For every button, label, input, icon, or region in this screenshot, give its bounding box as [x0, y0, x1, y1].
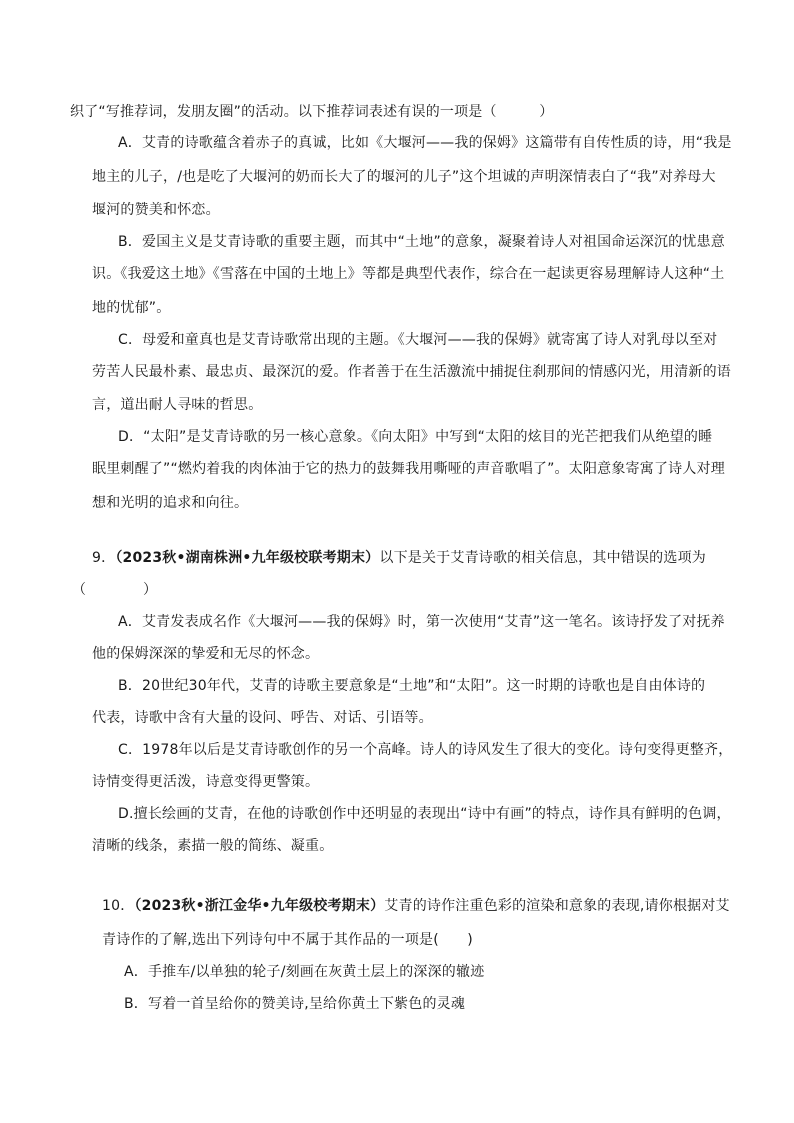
q8-option-c-line-1: C．母爱和童真也是艾青诗歌常出现的主题。《大堰河——我的保姆》就寄寓了诗人对乳母以至对 [118, 332, 718, 348]
q10-stem-line-2: 青诗作的了解,选出下列诗句中不属于其作品的一项是( ) [102, 932, 473, 948]
q8-option-c-line-3: 言，道出耐人寻味的哲思。 [92, 397, 263, 413]
q10-option-a: A．手推车/以单独的轮子/刻画在灰黄土层上的深深的辙迹 [124, 964, 485, 980]
q9-option-b-line-1: B．20世纪30年代，艾青的诗歌主要意象是“土地”和“太阳”。这一时期的诗歌也是自由体诗的 [118, 678, 706, 694]
q10-number: 10． [102, 898, 135, 914]
q10-option-b: B．写着一首呈给你的赞美诗,呈给你黄土下紫色的灵魂 [124, 996, 466, 1012]
q8-option-b-line-2: 识。《我爱这土地》《雪落在中国的土地上》等都是典型代表作，综合在一起读更容易理解诗人这种“土 [92, 266, 725, 282]
q9-option-d-line-2: 清晰的线条，素描一般的简练、凝重。 [92, 838, 334, 854]
q9-option-c-line-2: 诗情变得更活泼，诗意变得更警策。 [92, 774, 320, 790]
q10-stem-text: 艾青的诗作注重色彩的渲染和意象的表现,请你根据对艾 [384, 898, 730, 914]
q9-option-a-line-1: A．艾青发表成名作《大堰河——我的保姆》时，第一次使用“艾青”这一笔名。该诗抒发了对抚养 [118, 614, 725, 630]
q10-source-tag: （2023秋•浙江金华•九年级校考期末） [134, 898, 385, 914]
q9-option-c-line-1: C．1978年以后是艾青诗歌创作的另一个高峰。诗人的诗风发生了很大的变化。诗句变得更整齐， [118, 742, 733, 758]
q9-option-b-line-2: 代表，诗歌中含有大量的设问、呼告、对话、引语等。 [92, 710, 433, 726]
q9-answer-paren: （ ） [72, 582, 158, 598]
q8-option-d-line-1: D．“太阳”是艾青诗歌的另一核心意象。《向太阳》中写到“太阳的炫目的光芒把我们从绝望的睡 [118, 429, 713, 445]
q8-option-b-line-1: B．爱国主义是艾青诗歌的重要主题，而其中“土地”的意象，凝聚着诗人对祖国命运深沉的忧患意 [118, 234, 725, 250]
q8-option-a-line-2: 地主的儿子，/也是吃了大堰河的奶而长大了的堰河的儿子”这个坦诚的声明深情表白了“我”对养母大 [92, 169, 716, 185]
q8-option-b-line-3: 地的忧郁”。 [92, 300, 171, 316]
q8-option-a-line-3: 堰河的赞美和怀恋。 [92, 202, 220, 218]
q10-stem-line-1 [102, 896, 730, 916]
q9-stem-line-1 [92, 548, 706, 568]
q9-source-tag: （2023秋•湖南株洲•九年级校联考期末） [115, 550, 380, 566]
q8-option-a-line-1: A．艾青的诗歌蕴含着赤子的真诚，比如《大堰河——我的保姆》这篇带有自传性质的诗，用“我是 [118, 135, 732, 151]
q8-stem-tail: 织了“写推荐词，发朋友圈”的活动。以下推荐词表述有误的一项是（ ） [70, 104, 554, 120]
q9-option-d-line-1: D.擅长绘画的艾青，在他的诗歌创作中还明显的表现出“诗中有画”的特点，诗作具有鲜明的色调， [118, 806, 731, 822]
q9-stem-text: 以下是关于艾青诗歌的相关信息，其中错误的选项为 [379, 550, 706, 566]
q9-number: 9． [92, 550, 116, 566]
q8-option-d-line-2: 眠里刺醒了”“燃灼着我的肉体油于它的热力的鼓舞我用嘶哑的声音歌唱了”。太阳意象寄寓了诗人对理 [92, 461, 725, 477]
q9-option-a-line-2: 他的保姆深深的挚爱和无尽的怀念。 [92, 646, 320, 662]
q8-option-d-line-3: 想和光明的追求和向往。 [92, 495, 249, 511]
q8-option-c-line-2: 劳苦人民最朴素、最忠贞、最深沉的爱。作者善于在生活激流中捕捉住刹那间的情感闪光，用清新的语 [92, 364, 731, 380]
